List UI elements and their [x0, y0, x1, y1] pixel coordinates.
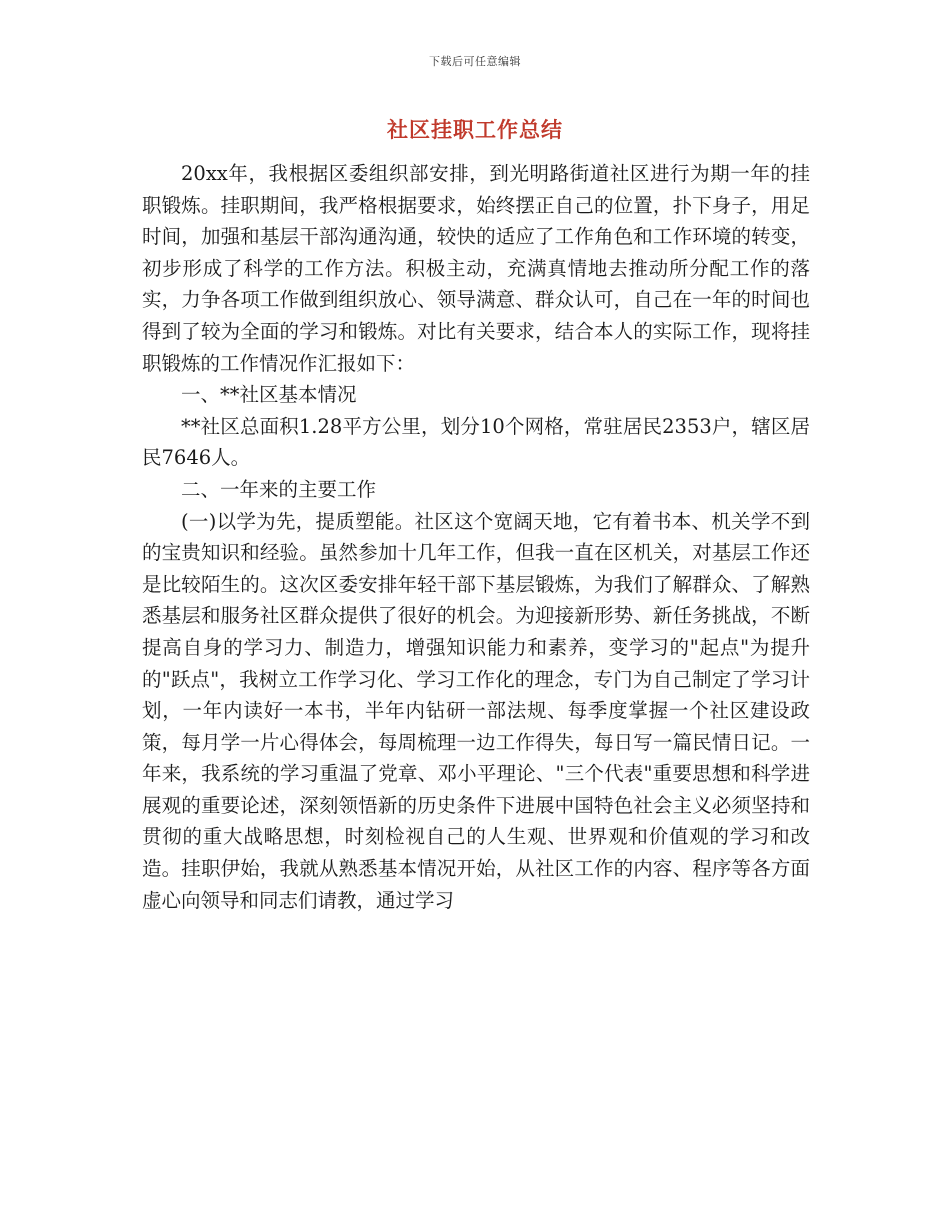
section-heading-2: 二、一年来的主要工作 — [181, 477, 377, 501]
document-body — [142, 158, 810, 916]
intro-paragraph: 20xx年，我根据区委组织部安排，到光明路街道社区进行为期一年的挂职锻炼。挂职期间，我严格根据要求，始终摆正自己的位置，扑下身子，用足时间，加强和基层干部沟通沟通，较快的适应了工作角色和工作环境的转变，初步形成了科学的工作方法。积极主动，充满真情地去推动所分配工作的落实，力争各项工作做到组织放心、领导满意、群众认可，自己在一年的时间也得到了较为全面的学习和锻炼。对比有关要求，结合本人的实际工作，现将挂职锻炼的工作情况作汇报如下： — [142, 162, 810, 375]
community-info-paragraph: **社区总面积1.28平方公里，划分10个网格，常驻居民2353户，辖区居民7646人。 — [142, 414, 810, 470]
header-note: 下载后可任意编辑 — [429, 55, 521, 68]
document-title: 社区挂职工作总结 — [387, 117, 563, 142]
section-heading-1: 一、**社区基本情况 — [181, 383, 357, 407]
main-work-paragraph: (一)以学为先，提质塑能。社区这个宽阔天地，它有着书本、机关学不到的宝贵知识和经验。虽然参加十几年工作，但我一直在区机关，对基层工作还是比较陌生的。这次区委安排年轻干部下基层锻炼，为我们了解群众、了解熟悉基层和服务社区群众提供了很好的机会。为迎接新形势、新任务挑战，不断提高自身的学习力、制造力，增强知识能力和素养，变学习的"起点"为提升的"跃点"，我树立工作学习化、学习工作化的理念，专门为自己制定了学习计划，一年内读好一本书，半年内钻研一部法规、每季度掌握一个社区建设政策，每月学一片心得体会，每周梳理一边工作得失，每日写一篇民情日记。一年来，我系统的学习重温了党章、邓小平理论、"三个代表"重要思想和科学进展观的重要论述，深刻领悟新的历史条件下进展中国特色社会主义必须坚持和贯彻的重大战略思想，时刻检视自己的人生观、世界观和价值观的学习和改造。挂职伊始，我就从熟悉基本情况开始，从社区工作的内容、程序等各方面虚心向领导和同志们请教，通过学习 — [142, 509, 810, 912]
